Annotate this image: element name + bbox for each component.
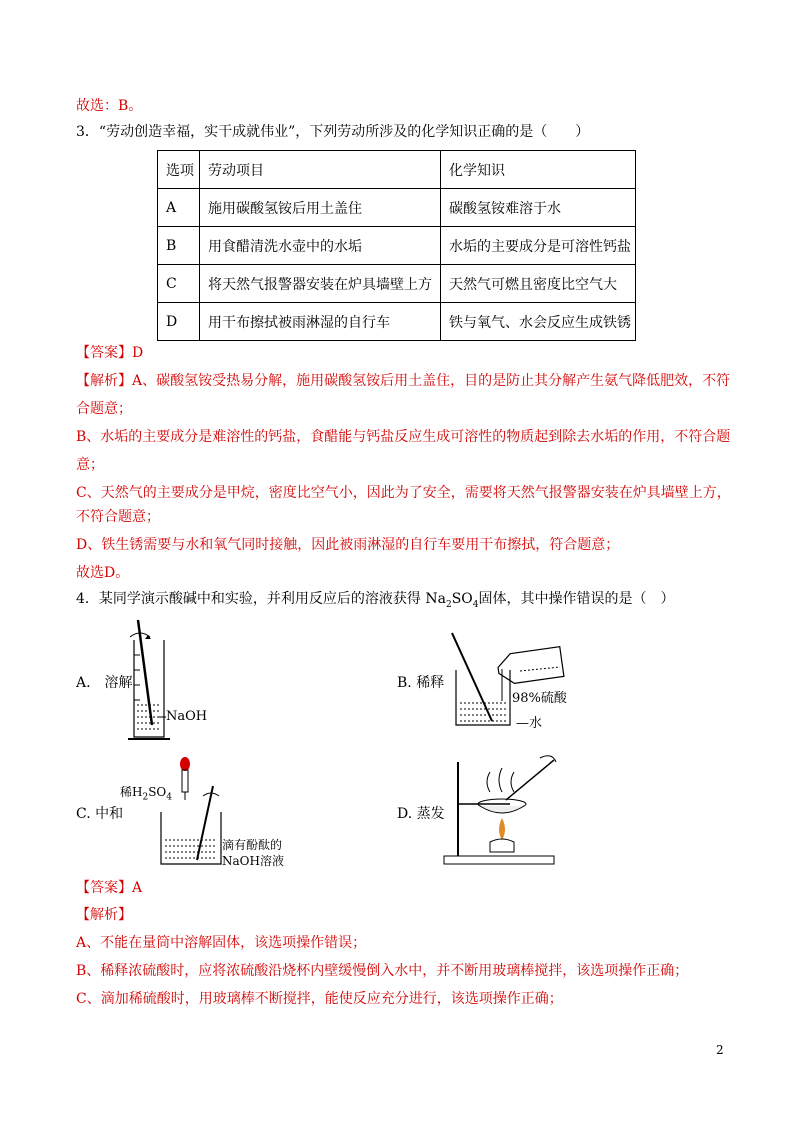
question-4-stem	[76, 589, 675, 615]
question-3-analysis-line: C、天然气的主要成分是甲烷，密度比空气小，因此为了安全，需要将天然气报警器安装在炉具墙壁上方，	[76, 485, 731, 501]
option-c-label: C. 中和	[76, 806, 124, 822]
reagent-text: SO	[148, 785, 167, 799]
reagent-subscript: 2	[142, 792, 149, 803]
table-header-cell: 选项	[158, 151, 200, 189]
page-number: 2	[716, 1043, 724, 1057]
table-cell: 碳酸氢铵难溶于水	[441, 189, 636, 227]
question-3-analysis-line: D、铁生锈需要与水和氧气同时接触，因此被雨淋湿的自行车要用干布擦拭，符合题意；	[76, 537, 620, 553]
answer-value: A	[132, 880, 143, 896]
question-3-table	[157, 150, 636, 341]
table-cell: 铁与氧气、水会反应生成铁锈	[441, 303, 636, 341]
phenolphthalein-label: 滴有酚酞的	[222, 838, 283, 852]
water-label: —水	[516, 716, 543, 731]
question-4-analysis-line: C、滴加稀硫酸时，用玻璃棒不断搅拌，能使反应充分进行，该选项操作正确；	[76, 991, 563, 1007]
table-cell: 施用碳酸氢铵后用土盖住	[200, 189, 441, 227]
analysis-tag: 【解析】	[76, 907, 132, 923]
analysis-tag: 【解析】	[76, 373, 132, 389]
analysis-text: A、碳酸氢铵受热易分解，施用碳酸氢铵后用土盖住，目的是防止其分解产生氨气降低肥效，不符	[132, 373, 731, 389]
table-cell: C	[158, 265, 200, 303]
stem-subscript: 4	[472, 599, 479, 610]
table-cell: 将天然气报警器安装在炉具墙壁上方	[200, 265, 441, 303]
question-3-analysis-line: 不符合题意；	[76, 509, 160, 525]
question-4-analysis-line: A、不能在量筒中溶解固体，该选项操作错误；	[76, 935, 367, 951]
question-3-analysis-line: B、水垢的主要成分是难溶性的钙盐，食醋能与钙盐反应生成可溶性的物质起到除去水垢的作用，不符合题	[76, 429, 731, 445]
answer-value: D	[132, 345, 144, 361]
table-cell: 用干布擦拭被雨淋湿的自行车	[200, 303, 441, 341]
question-4-analysis-line: B、稀释浓硫酸时，应将浓硫酸沿烧杯内壁缓慢倒入水中，并不断用玻璃棒搅拌，该选项操作正确；	[76, 963, 689, 979]
table-cell: A	[158, 189, 200, 227]
table-header-row	[158, 151, 636, 189]
option-d-label: D. 蒸发	[397, 806, 445, 822]
previous-answer: 故选：B。	[76, 98, 143, 114]
question-3-answer	[76, 343, 143, 363]
question-3-analysis-line: 意；	[76, 457, 104, 473]
option-b-label: B. 稀释	[397, 675, 445, 691]
stem-text: SO	[451, 591, 473, 607]
reagent-subscript: 4	[166, 792, 172, 803]
cylinder-dissolve-figure	[120, 615, 220, 745]
stem-text: 4．某同学演示酸碱中和实验，并利用反应后的溶液获得 Na	[76, 591, 446, 607]
naoh-solution-label: NaOH溶液	[222, 854, 284, 868]
naoh-label: NaOH	[166, 709, 208, 724]
question-3-analysis-line: 合题意；	[76, 401, 132, 417]
table-cell: 用食醋清洗水壶中的水垢	[200, 227, 441, 265]
table-row	[158, 265, 636, 303]
table-cell: B	[158, 227, 200, 265]
water-text: 水	[529, 716, 543, 731]
question-3-analysis-line: 故选D。	[76, 565, 130, 581]
table-row	[158, 303, 636, 341]
table-header-cell: 劳动项目	[200, 151, 441, 189]
table-cell: 天然气可燃且密度比空气大	[441, 265, 636, 303]
question-4-answer	[76, 878, 142, 898]
question-3-analysis-line	[76, 371, 730, 391]
table-row	[158, 189, 636, 227]
table-cell: 水垢的主要成分是可溶性钙盐	[441, 227, 636, 265]
answer-tag: 【答案】	[76, 880, 132, 896]
table-header-cell: 化学知识	[441, 151, 636, 189]
stem-text: 固体，其中操作错误的是（ ）	[478, 591, 675, 607]
reagent-text: 稀H	[120, 785, 143, 799]
option-a-label: A. 溶解	[76, 675, 133, 691]
table-row	[158, 227, 636, 265]
evaporation-figure	[440, 752, 570, 867]
table-cell: D	[158, 303, 200, 341]
concentrated-sulfuric-label: 98%硫酸	[512, 691, 567, 706]
question-3-stem: 3．“劳动创造幸福，实干成就伟业”，下列劳动所涉及的化学知识正确的是（ ）	[76, 124, 590, 140]
answer-tag: 【答案】	[76, 345, 132, 361]
stem-subscript: 2	[445, 599, 452, 610]
